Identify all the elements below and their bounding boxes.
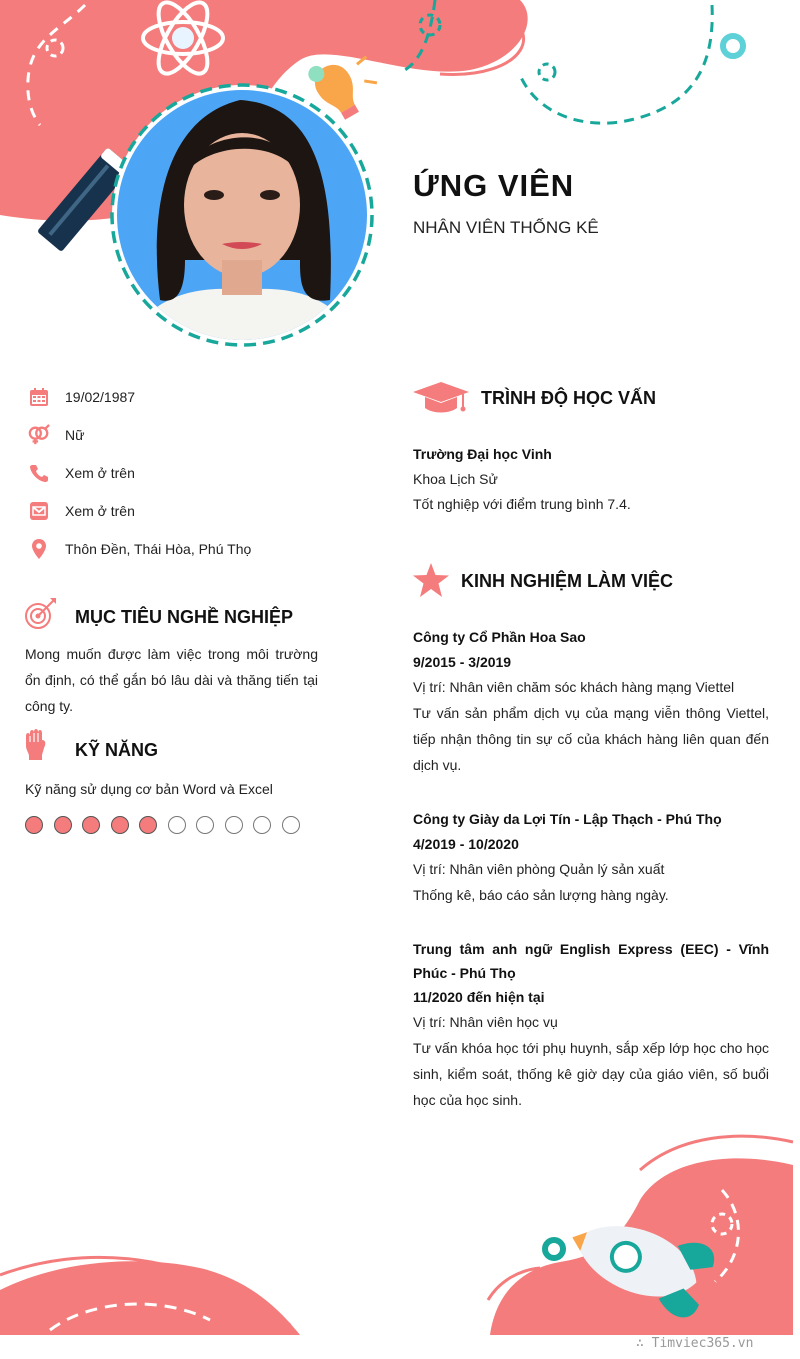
dashed-swirl-right <box>520 5 712 123</box>
info-phone <box>28 461 135 485</box>
experience-title: KINH NGHIỆM LÀM VIỆC <box>461 571 674 591</box>
calendar-icon <box>28 386 50 408</box>
job-position: Vị trí: Nhân viên học vụ <box>413 1014 558 1030</box>
rating-dot-filled <box>139 816 157 834</box>
education-block <box>413 442 769 517</box>
avatar <box>117 90 367 340</box>
job-position: Vị trí: Nhân viên phòng Quản lý sản xuất <box>413 861 665 877</box>
job-period: 4/2019 - 10/2020 <box>413 836 519 852</box>
rating-dot-empty <box>225 816 243 834</box>
rating-dot-empty <box>282 816 300 834</box>
job-title: NHÂN VIÊN THỐNG KÊ <box>413 218 599 237</box>
phone-icon <box>28 462 50 484</box>
phone-value: Xem ở trên <box>65 465 135 481</box>
job-entry <box>413 937 769 1113</box>
info-birthdate <box>28 385 135 409</box>
email-value: Xem ở trên <box>65 503 135 519</box>
graduation-note: Tốt nghiệp với điểm trung bình 7.4. <box>413 496 631 512</box>
info-email <box>28 499 135 523</box>
address-value: Thôn Đền, Thái Hòa, Phú Thọ <box>65 541 252 557</box>
job-entry <box>413 807 769 908</box>
faculty: Khoa Lịch Sử <box>413 471 498 487</box>
rating-dot-empty <box>196 816 214 834</box>
job-period: 9/2015 - 3/2019 <box>413 654 512 670</box>
job-position: Vị trí: Nhân viên chăm sóc khách hàng mạng Viettel <box>413 679 735 695</box>
rating-dot-empty <box>253 816 271 834</box>
teal-ring <box>723 36 743 56</box>
candidate-name: ỨNG VIÊN <box>413 168 575 203</box>
graduation-cap-icon <box>413 380 469 421</box>
rating-dot-filled <box>82 816 100 834</box>
raised-fist-icon <box>24 728 48 765</box>
bottom-left-blob <box>0 1261 300 1335</box>
rating-dot-filled <box>25 816 43 834</box>
rating-dot-empty <box>168 816 186 834</box>
gender-icon <box>28 424 50 446</box>
company-name: Công ty Cổ Phần Hoa Sao <box>413 629 586 645</box>
watermark: ∴ Timviec365.vn <box>636 1336 754 1351</box>
info-address <box>28 537 251 561</box>
location-pin-icon <box>28 538 50 560</box>
job-description: Thống kê, báo cáo sản lượng hàng ngày. <box>413 887 669 903</box>
rating-dot-filled <box>54 816 72 834</box>
school-name: Trường Đại học Vinh <box>413 446 552 462</box>
job-description: Tư vấn sản phẩm dịch vụ của mạng viễn thông Viettel, tiếp nhận thông tin sự cố của khách hàng liên quan đến dịch vụ. <box>413 705 769 773</box>
skill-name: Kỹ năng sử dụng cơ bản Word và Excel <box>25 781 273 797</box>
email-icon <box>28 500 50 522</box>
company-name: Công ty Giày da Lợi Tín - Lập Thạch - Phú Thọ <box>413 811 722 827</box>
skills-title: KỸ NĂNG <box>75 740 159 760</box>
skill-rating <box>25 816 310 834</box>
company-name: Trung tâm anh ngữ English Express (EEC) - Vĩnh Phúc - Phú Thọ <box>413 941 769 981</box>
job-entry <box>413 625 769 778</box>
rating-dot-filled <box>111 816 129 834</box>
birthdate-value: 19/02/1987 <box>65 389 136 405</box>
education-title: TRÌNH ĐỘ HỌC VẤN <box>481 388 656 408</box>
job-period: 11/2020 đến hiện tại <box>413 989 545 1005</box>
star-icon <box>413 563 449 602</box>
info-gender <box>28 423 84 447</box>
objective-text: Mong muốn được làm việc trong môi trường ổn định, có thể gắn bó lâu dài và thăng tiến tại công ty. <box>25 646 318 714</box>
gender-value: Nữ <box>65 427 85 443</box>
target-icon <box>24 596 58 635</box>
job-description: Tư vấn khóa học tới phụ huynh, sắp xếp lớp học cho học sinh, kiểm soát, thống kê giờ dạy của giáo viên, số buổi học của học sinh. <box>413 1040 769 1108</box>
objective-title: MỤC TIÊU NGHỀ NGHIỆP <box>75 607 294 627</box>
teal-ring-bottom <box>545 1240 563 1258</box>
